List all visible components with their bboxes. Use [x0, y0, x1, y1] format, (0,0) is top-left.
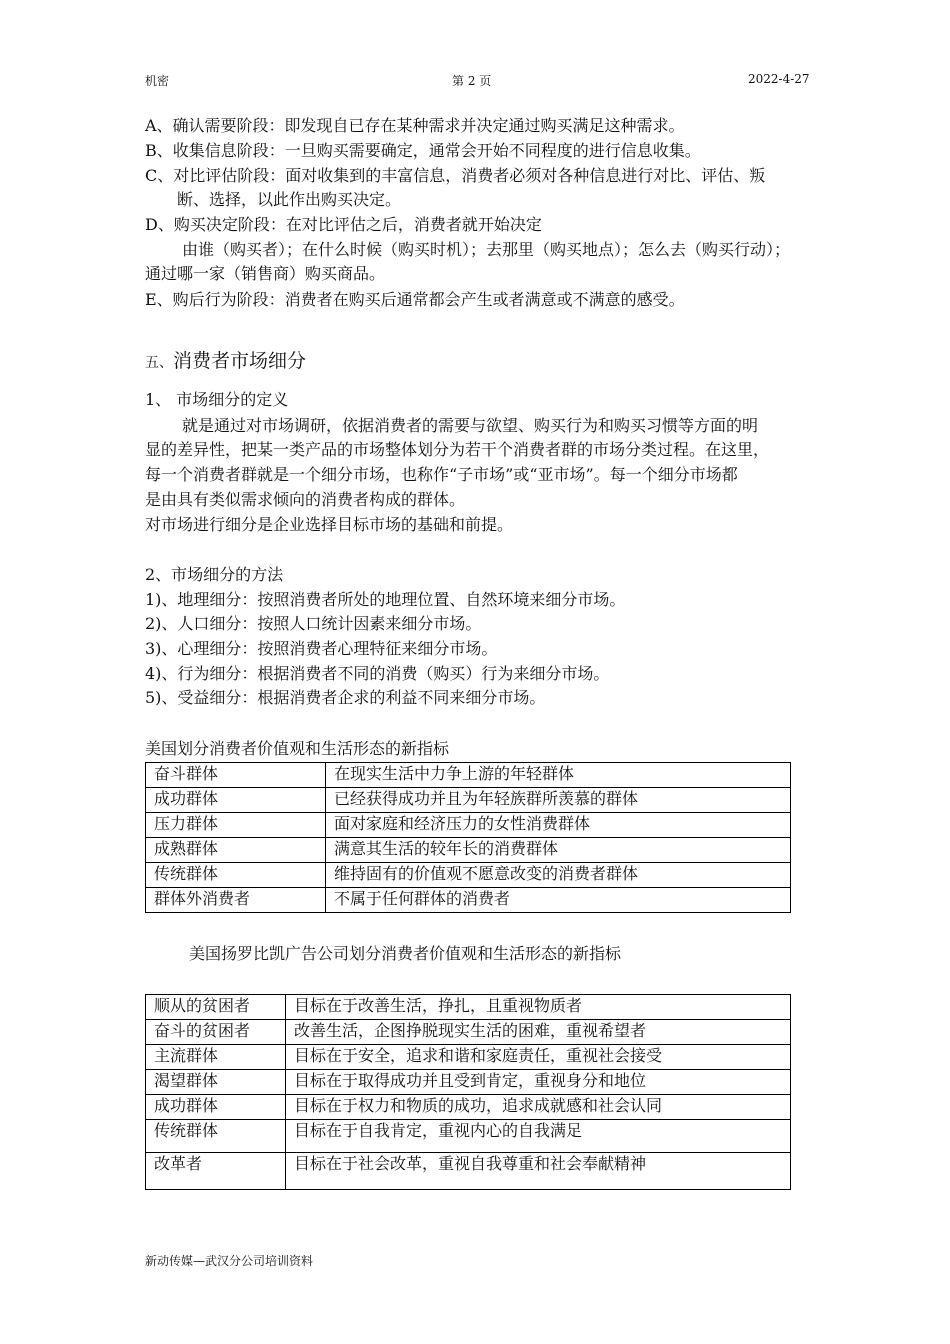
- table-cell: 奋斗的贫困者: [146, 1020, 286, 1045]
- sub1-line: 是由具有类似需求倾向的消费者构成的群体。: [145, 490, 466, 509]
- section-title: 消费者市场细分: [173, 350, 307, 372]
- table-cell: 满意其生活的较年长的消费群体: [326, 838, 791, 863]
- table-row: [146, 1070, 791, 1095]
- table-row: [146, 813, 791, 838]
- table-cell: 目标在于取得成功并且受到肯定，重视身分和地位: [286, 1070, 791, 1095]
- table-cell: 目标在于安全，追求和谐和家庭责任，重视社会接受: [286, 1045, 791, 1070]
- stage-b: B、收集信息阶段：一旦购买需要确定，通常会开始不同程度的进行信息收集。: [145, 141, 701, 160]
- table-row: [146, 1153, 791, 1190]
- stage-d: D、购买决定阶段：在对比评估之后，消费者就开始决定: [145, 215, 542, 234]
- table-cell: 改善生活，企图挣脱现实生活的困难，重视希望者: [286, 1020, 791, 1045]
- table-cell: 在现实生活中力争上游的年轻群体: [326, 763, 791, 788]
- table-cell: 传统群体: [146, 1120, 286, 1153]
- table-cell: 奋斗群体: [146, 763, 326, 788]
- method-item: 5)、受益细分：根据消费者企求的利益不同来细分市场。: [145, 688, 546, 707]
- table-row: [146, 863, 791, 888]
- table-row: [146, 1020, 791, 1045]
- header-date: 2022-4-27: [748, 72, 810, 86]
- sub1-line: 显的差异性，把某一类产品的市场整体划分为若干个消费者群的市场分类过程。在这里，: [145, 440, 770, 459]
- sub1-line: 就是通过对市场调研，依据消费者的需要与欲望、购买行为和购买习惯等方面的明: [182, 416, 759, 435]
- method-item: 2)、人口细分：按照人口统计因素来细分市场。: [145, 614, 482, 633]
- table-cell: 已经获得成功并且为年轻族群所羡慕的群体: [326, 788, 791, 813]
- table-cell: 成功群体: [146, 1095, 286, 1120]
- table-row: [146, 1095, 791, 1120]
- stage-e: E、购后行为阶段：消费者在购买后通常都会产生或者满意或不满意的感受。: [145, 290, 685, 309]
- footer-text: 新动传媒—武汉分公司培训资料: [145, 1254, 314, 1268]
- sub1-line: 对市场进行细分是企业选择目标市场的基础和前提。: [145, 515, 514, 534]
- method-item: 1)、地理细分：按照消费者所处的地理位置、自然环境来细分市场。: [145, 590, 626, 609]
- stage-d-detail: 由谁（购买者）；在什么时候（购买时机）；去那里（购买地点）；怎么去（购买行动）；: [182, 240, 791, 259]
- table-cell: 目标在于社会改革，重视自我尊重和社会奉献精神: [286, 1153, 791, 1190]
- table-cell: 维持固有的价值观不愿意改变的消费者群体: [326, 863, 791, 888]
- table-cell: 渴望群体: [146, 1070, 286, 1095]
- table-cell: 不属于任何群体的消费者: [326, 888, 791, 913]
- table-cell: 主流群体: [146, 1045, 286, 1070]
- section-number: 五、: [145, 355, 173, 371]
- stage-c: C、对比评估阶段：面对收集到的丰富信息，消费者必须对各种信息进行对比、评估、叛: [145, 166, 766, 185]
- table-cell: 目标在于改善生活，挣扎，且重视物质者: [286, 995, 791, 1020]
- sub1-heading: 1、 市场细分的定义: [145, 390, 289, 409]
- method-item: 3)、心理细分：按照消费者心理特征来细分市场。: [145, 639, 498, 658]
- table-cell: 目标在于自我肯定，重视内心的自我满足: [286, 1120, 791, 1153]
- header-confidential: 机密: [145, 74, 170, 88]
- table2: [145, 994, 791, 1190]
- stage-a: A、确认需要阶段：即发现自已存在某种需求并决定通过购买满足这种需求。: [145, 116, 685, 135]
- table-cell: 面对家庭和经济压力的女性消费群体: [326, 813, 791, 838]
- table-cell: 目标在于权力和物质的成功，追求成就感和社会认同: [286, 1095, 791, 1120]
- table-row: [146, 1045, 791, 1070]
- table1: [145, 762, 791, 913]
- table-row: [146, 995, 791, 1020]
- table-row: [146, 1120, 791, 1153]
- table-cell: 改革者: [146, 1153, 286, 1190]
- table-row: [146, 788, 791, 813]
- table-cell: 群体外消费者: [146, 888, 326, 913]
- table-row: [146, 888, 791, 913]
- table2-caption: 美国扬罗比凯广告公司划分消费者价值观和生活形态的新指标: [189, 944, 622, 963]
- header-page-number: 第 2 页: [452, 74, 492, 88]
- table-cell: 成功群体: [146, 788, 326, 813]
- table-cell: 压力群体: [146, 813, 326, 838]
- table-row: [146, 763, 791, 788]
- method-item: 4)、行为细分：根据消费者不同的消费（购买）行为来细分市场。: [145, 664, 610, 683]
- section-heading: [145, 346, 306, 373]
- stage-c-cont: 断、选择，以此作出购买决定。: [177, 190, 402, 209]
- table-cell: 顺从的贫困者: [146, 995, 286, 1020]
- stage-d-cont: 通过哪一家（销售商）购买商品。: [145, 264, 386, 283]
- table-cell: 成熟群体: [146, 838, 326, 863]
- table-cell: 传统群体: [146, 863, 326, 888]
- table1-caption: 美国划分消费者价值观和生活形态的新指标: [145, 739, 450, 758]
- sub1-line: 每一个消费者群就是一个细分市场，也称作“子市场”或“亚市场”。每一个细分市场都: [145, 465, 738, 484]
- table-row: [146, 838, 791, 863]
- sub2-heading: 2、市场细分的方法: [145, 565, 284, 584]
